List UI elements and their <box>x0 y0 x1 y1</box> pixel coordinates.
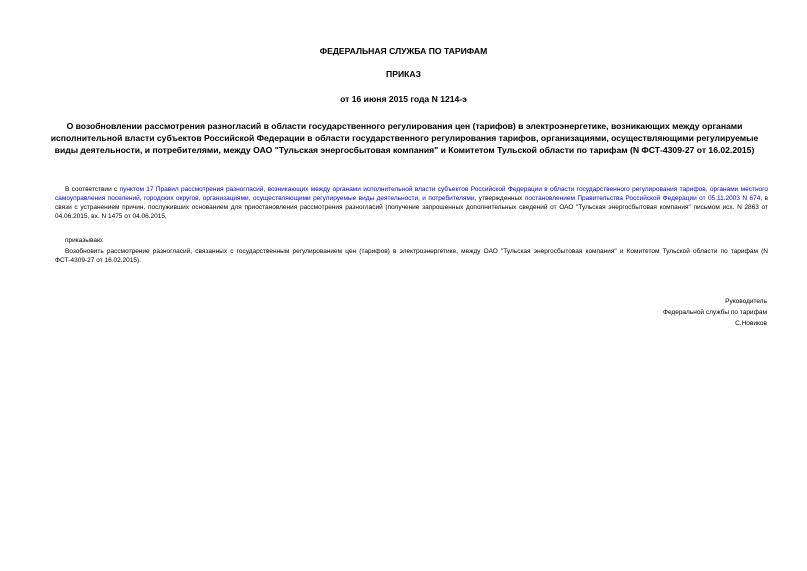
basis-middle: , утвержденных <box>474 195 525 202</box>
basis-paragraph <box>55 185 768 221</box>
basis-suffix: , в связи с устранением причин, послуживших основанием для приостановления рассмотрения разногласий (получение запрошенных дополнительных сведений от ОАО "Тульская энергосбытовая компания" письмом исх. N 2863 от 04.06.2015, вх. N 1475 от 04.06.2015, <box>55 195 768 220</box>
document-type: ПРИКАЗ <box>386 69 421 79</box>
signature-organization: Федеральной службы по тарифам <box>663 309 767 316</box>
signature-block <box>663 296 767 329</box>
decision-paragraph: Возобновить рассмотрение разногласий, связанных с государственным регулированием цен (тарифов) в электроэнергетике, между ОАО "Тульская энергосбытовая компания" и Комитетом Тульской области по тарифам (N ФСТ-4309-27 от 16.02.2015). <box>55 248 768 264</box>
decree-word: приказываю: <box>65 237 104 244</box>
agency-name: ФЕДЕРАЛЬНАЯ СЛУЖБА ПО ТАРИФАМ <box>319 46 488 56</box>
document-title: О возобновлении рассмотрения разногласий в области государственного регулирования цен (тарифов) в электроэнергетике, возникающих между органами исполнительной власти субъектов Российской Федерации в области государственного регулирования тарифов, организациями, осуществляющими регулируемые виды деятельности, и потребителями, между ОАО "Тульская энергосбытовая компания" и Комитетом Тульской области по тарифам (N ФСТ-4309-27 от 16.02.2015) <box>50 121 759 155</box>
basis-prefix: В соответствии с <box>65 186 120 193</box>
document-date-number: от 16 июня 2015 года N 1214-э <box>340 94 467 104</box>
signature-position: Руководитель <box>725 298 767 305</box>
government-decree-link[interactable]: постановлением Правительства Российской Федерации от 05.11.2003 N 674 <box>524 195 761 202</box>
rules-link[interactable]: пунктом 17 Правил рассмотрения разногласий, возникающих между органами исполнительной власти субъектов Российской Федерации в области государственного регулирования тарифов, органами местного самоуправления поселений, городских округов, организациями, осуществляющими регулируемые виды деятельности, и потребителями <box>55 186 768 202</box>
signature-name: С.Новиков <box>735 320 767 327</box>
